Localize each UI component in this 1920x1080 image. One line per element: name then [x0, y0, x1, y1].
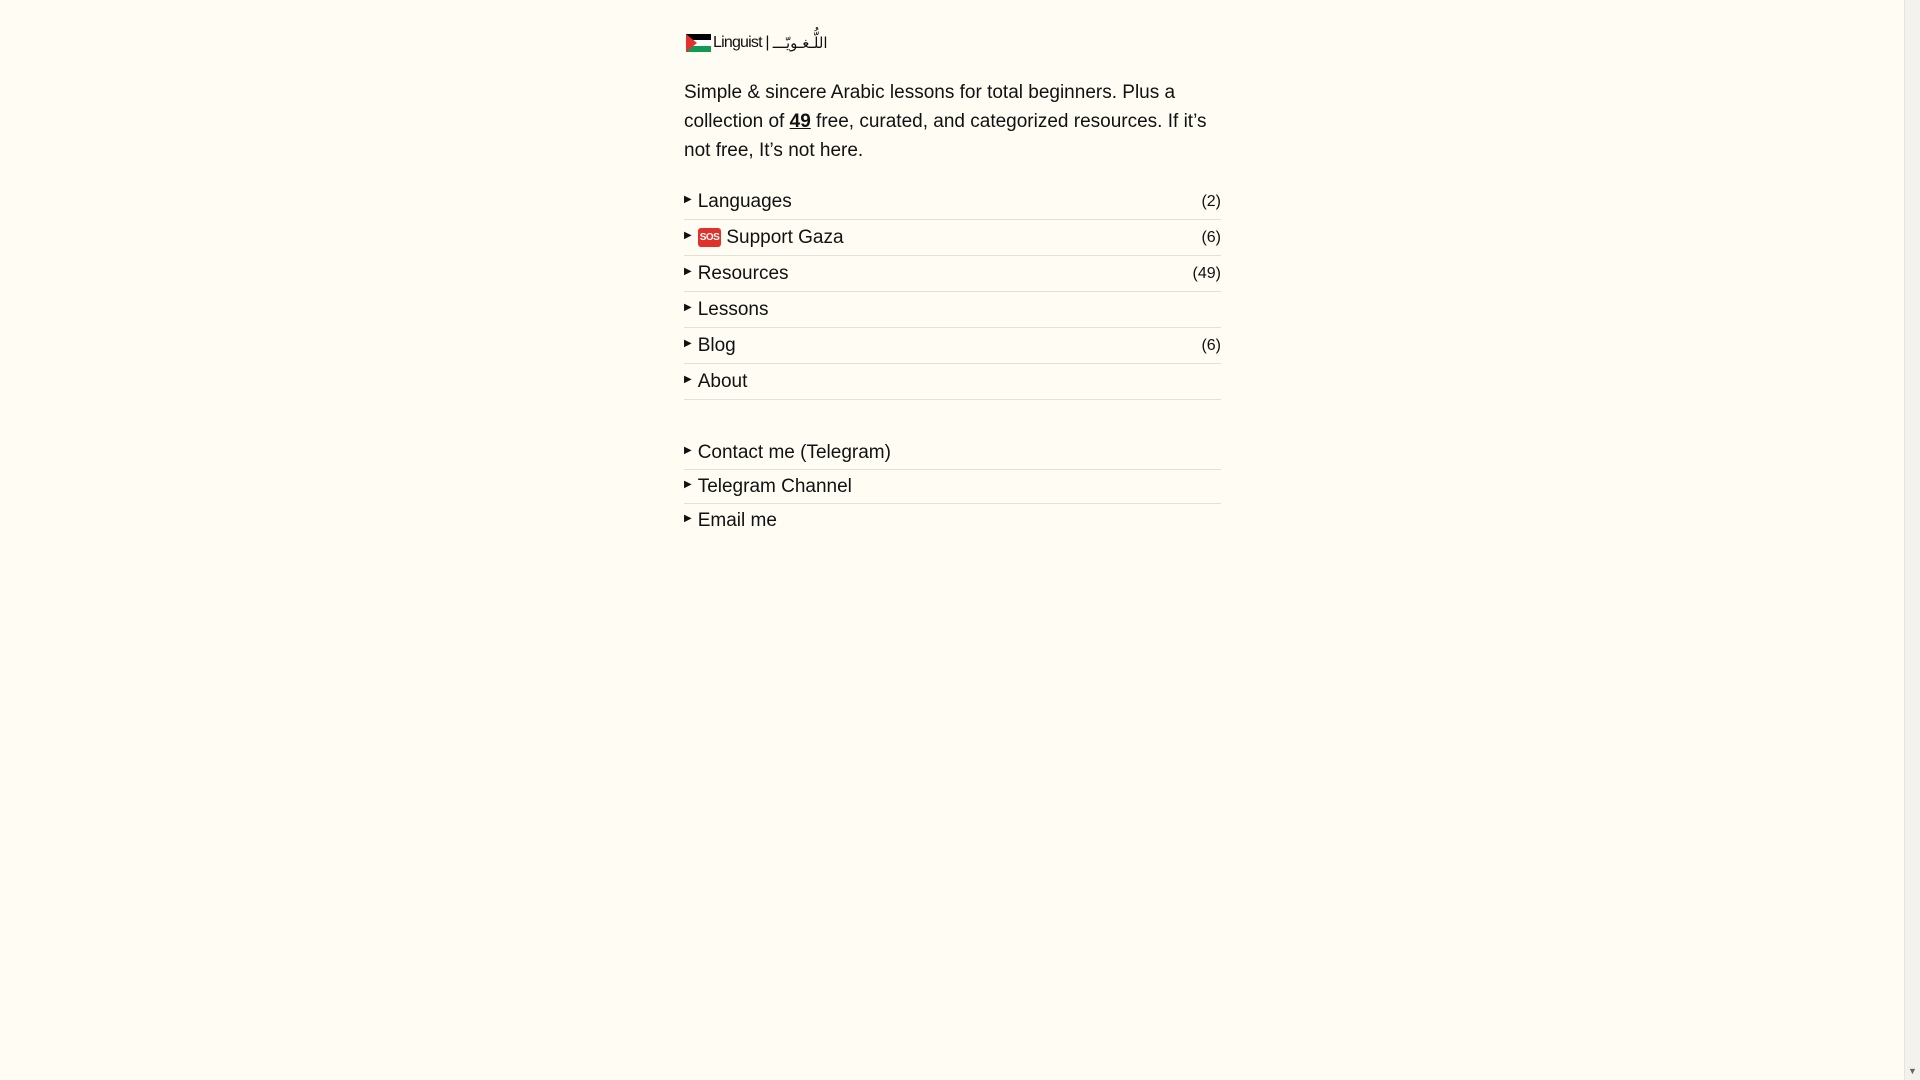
menu-item-about[interactable]: ▶ About	[684, 364, 1221, 400]
disclosure-triangle-icon: ▶	[684, 194, 692, 205]
menu-item-telegram-channel[interactable]: ▶ Telegram Channel	[684, 470, 1221, 504]
disclosure-triangle-icon: ▶	[684, 445, 692, 456]
menu-item-contact-telegram[interactable]: ▶ Contact me (Telegram)	[684, 436, 1221, 470]
disclosure-triangle-icon: ▶	[684, 302, 692, 313]
disclosure-triangle-icon: ▶	[684, 266, 692, 277]
palestine-flag-icon	[686, 34, 711, 52]
page-content	[684, 22, 1221, 537]
resource-count-link[interactable]: 49	[789, 111, 811, 132]
item-count: (6)	[1201, 228, 1221, 246]
menu-item-support-gaza[interactable]: ▶ SOS Support Gaza (6)	[684, 220, 1221, 256]
main-menu	[684, 184, 1221, 400]
site-logo[interactable]	[684, 22, 1221, 64]
item-count: (49)	[1192, 264, 1221, 282]
menu-item-blog[interactable]: ▶ Blog (6)	[684, 328, 1221, 364]
menu-item-languages[interactable]: ▶ Languages (2)	[684, 184, 1221, 220]
site-name-arabic: اللُّـغـويّـــ	[772, 34, 828, 52]
sos-icon: SOS	[698, 228, 722, 247]
disclosure-triangle-icon: ▶	[684, 479, 692, 490]
disclosure-triangle-icon: ▶	[684, 374, 692, 385]
menu-item-lessons[interactable]: ▶ Lessons	[684, 292, 1221, 328]
intro-text: Simple & sincere Arabic lessons for total beginners. Plus a collection of 49 free, curated, and categorized resources. If it’s not free, It’s not here.	[684, 82, 1207, 161]
menu-item-email[interactable]: ▶ Email me	[684, 509, 777, 531]
vertical-scrollbar[interactable]	[1904, 0, 1920, 1080]
disclosure-triangle-icon: ▶	[684, 230, 692, 241]
disclosure-triangle-icon: ▶	[684, 338, 692, 349]
menu-item-resources[interactable]: ▶ Resources (49)	[684, 256, 1221, 292]
disclosure-triangle-icon: ▶	[684, 513, 692, 524]
item-count: (6)	[1201, 336, 1221, 354]
site-name: Linguist |	[713, 34, 769, 51]
item-count: (2)	[1201, 192, 1221, 210]
contact-menu	[684, 436, 1221, 537]
scroll-down-arrow-icon[interactable]: ▼	[1908, 1066, 1917, 1076]
